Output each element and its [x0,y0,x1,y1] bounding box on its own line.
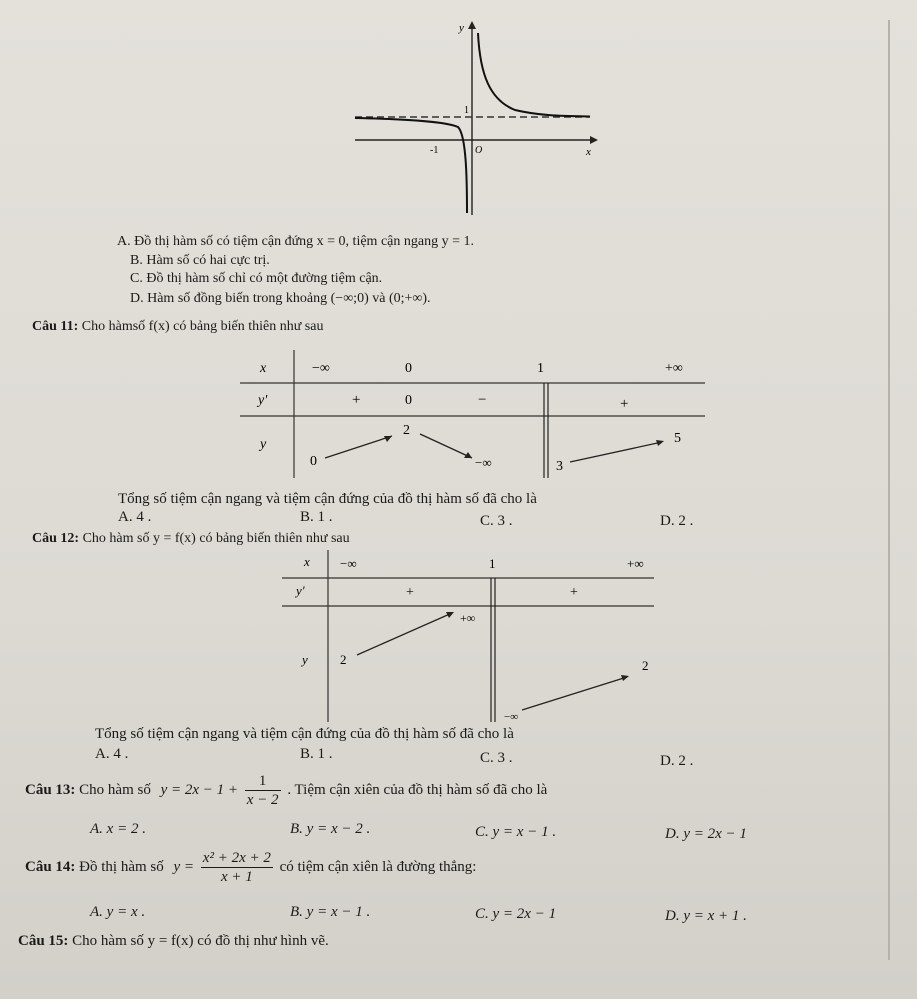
q12-answer-b: B. 1 . [300,746,333,762]
t12-plus-right: + [570,585,578,600]
q11-question: Tổng số tiệm cận ngang và tiệm cận đứng của đồ thị hàm số đã cho là [118,491,537,507]
t11-x: x [260,361,267,376]
q14-denominator: x + 1 [220,869,253,885]
q13-answer-c: C. y = x − 1 . [475,824,557,840]
q12-question: Tổng số tiệm cận ngang và tiệm cận đứng của đồ thị hàm số đã cho là [95,726,514,742]
graph-label-one: 1 [464,105,469,116]
q13-pre: Cho hàm số [79,781,151,798]
q10-option-c: C. Đồ thị hàm số chỉ có một đường tiệm cận. [130,271,383,286]
q11-label: Câu 11: [32,319,79,334]
q13-prompt [25,772,547,809]
t11-y-three: 3 [556,459,563,474]
t11-y: y [260,437,267,452]
q11-answer-a: A. 4 . [118,509,152,525]
t12-neg-inf: −∞ [340,556,357,571]
q12-text: Cho hàm số y = f(x) có bảng biến thiên như sau [82,531,350,546]
q15-prompt [18,932,329,950]
t12-pos-inf: +∞ [627,556,644,571]
t12-arrow-up-1 [357,613,452,655]
function-graph [350,15,610,220]
q13-fraction [245,772,281,809]
page-fold [888,20,890,960]
curve-right-branch [478,33,590,117]
q14-lhs: y = [173,858,195,875]
t11-y-left: 0 [310,454,317,469]
t12-yp: y' [296,583,305,598]
t12-y-left: 2 [340,652,347,667]
q14-label: Câu 14: [25,858,76,875]
t11-y-five: 5 [674,431,681,446]
q13-answer-b: B. y = x − 2 . [290,821,371,837]
q14-answer-a: A. y = x . [90,904,146,920]
t12-y-down: −∞ [504,711,519,723]
q14-prompt [25,849,476,886]
q14-answer-d: D. y = x + 1 . [665,908,747,924]
y-axis-arrow [468,21,476,29]
q15-label: Câu 15: [18,933,69,949]
q10-option-a: A. Đồ thị hàm số có tiệm cận đứng x = 0, tiệm cận ngang y = 1. [117,234,474,249]
q10-option-d: D. Hàm số đồng biến trong khoảng (−∞;0) và (0;+∞). [130,291,431,306]
q14-numerator: x² + 2x + 2 [202,850,271,866]
q14-answer-b: B. y = x − 1 . [290,904,371,920]
t12-y-up: +∞ [460,611,476,625]
t11-zero: 0 [405,361,412,376]
curve-left-branch [355,118,467,213]
q13-lhs: y = 2x − 1 + [160,781,239,798]
t12-x: x [304,554,310,569]
t12-y: y [302,652,308,667]
t11-yp: y' [258,393,268,408]
t11-arrow-up-1 [325,436,392,458]
q10-option-b: B. Hàm số có hai cực trị. [130,253,270,268]
graph-x-label: x [586,146,591,158]
t12-plus-left: + [406,585,414,600]
t11-y-peak: 2 [403,423,410,438]
graph-y-label: y [459,22,464,34]
t12-one: 1 [489,556,496,571]
t11-pos-inf: +∞ [665,361,683,376]
q12-answer-d: D. 2 . [660,753,694,769]
t12-y-right: 2 [642,658,649,673]
q11-text: Cho hàmsố f(x) có bảng biến thiên như sau [81,319,324,334]
t12-arrow-up-2 [522,677,627,710]
q11-prompt [32,318,323,336]
q13-answer-a: A. x = 2 . [90,821,146,837]
t11-arrow-down [420,434,472,458]
q12-variation-table [282,550,662,725]
q14-answer-c: C. y = 2x − 1 [475,906,557,922]
q11-answer-c: C. 3 . [480,513,513,529]
t11-neg-inf: −∞ [312,361,330,376]
q12-prompt [32,530,350,548]
q14-pre: Đồ thị hàm số [79,858,164,875]
q11-answer-b: B. 1 . [300,509,333,525]
x-axis-arrow [590,136,598,144]
q13-answer-d: D. y = 2x − 1 [665,826,747,842]
t11-minus: − [478,392,487,408]
q13-denominator: x − 2 [246,792,279,808]
graph-origin-label: O [475,145,483,156]
t11-y-neg-inf: −∞ [475,455,492,470]
q13-post: . Tiệm cận xiên của đồ thị hàm số đã cho là [287,781,548,798]
q13-numerator: 1 [245,772,281,791]
q12-label: Câu 12: [32,531,80,546]
q15-text: Cho hàm số y = f(x) có đồ thị như hình vẽ. [72,933,329,949]
t11-plus-left: + [352,392,361,408]
q11-answer-d: D. 2 . [660,513,694,529]
t11-plus-right: + [620,396,629,412]
q13-label: Câu 13: [25,781,76,798]
q14-fraction [201,849,273,886]
q12-answer-c: C. 3 . [480,750,513,766]
t11-one: 1 [537,361,544,376]
q11-variation-table [240,350,710,480]
t11-arrow-up-2 [570,442,662,462]
q14-post: có tiệm cận xiên là đường thẳng: [279,858,477,875]
q12-answer-a: A. 4 . [95,746,129,762]
t11-zero-derivative: 0 [405,393,412,408]
graph-label-minus-one: -1 [430,145,439,156]
